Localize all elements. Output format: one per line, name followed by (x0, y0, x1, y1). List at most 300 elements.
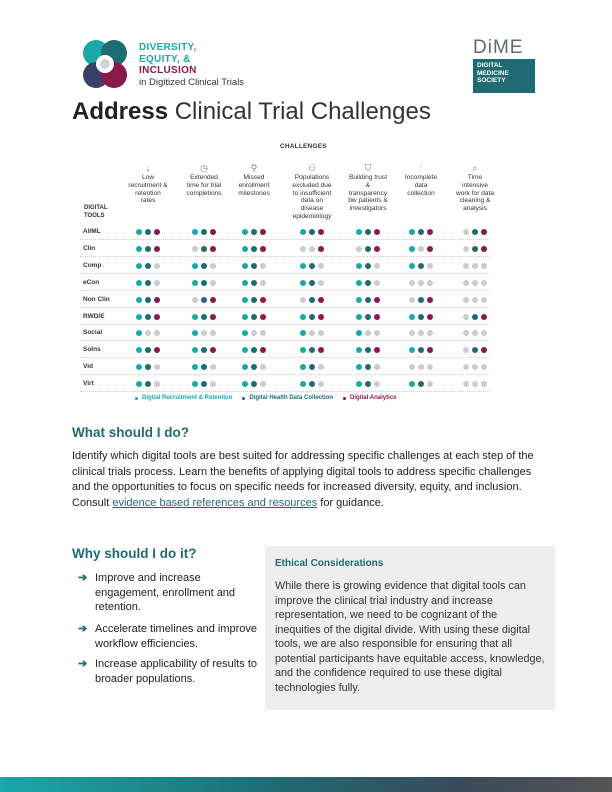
matrix-dot (463, 229, 469, 235)
matrix-dot (145, 297, 151, 303)
matrix-cell (285, 314, 339, 322)
matrix-dot (201, 246, 207, 252)
column-header-line: bw patients & (348, 197, 388, 205)
row-divider (80, 239, 490, 240)
matrix-dot (201, 330, 207, 336)
column-header-line: recruitment & (128, 181, 168, 189)
matrix-dot (309, 381, 315, 387)
matrix-cell (177, 364, 231, 372)
brand-line-4: in Digitized Clinical Trials (139, 76, 245, 88)
column-header-3 (227, 162, 281, 197)
matrix-dot (427, 246, 433, 252)
matrix-cell (177, 246, 231, 254)
matrix-cell (448, 229, 502, 237)
footer-gradient-bar (0, 777, 612, 792)
matrix-dot (481, 280, 487, 286)
what-paragraph (72, 449, 542, 511)
legend-item-data-collection (242, 395, 333, 401)
ethical-considerations-box (265, 546, 555, 710)
matrix-dot (242, 263, 248, 269)
matrix-cell (394, 229, 448, 237)
why-bullet-2 (78, 622, 258, 651)
column-header-5 (341, 162, 395, 213)
matrix-cell (394, 314, 448, 322)
matrix-dot (300, 330, 306, 336)
matrix-dot (418, 229, 424, 235)
matrix-dot (356, 347, 362, 353)
digital-tools-label-1: DIGITAL (84, 205, 108, 211)
matrix-dot (418, 314, 424, 320)
challenge-icon: ⌕ (472, 163, 478, 173)
matrix-dot (154, 364, 160, 370)
matrix-dot (136, 297, 142, 303)
matrix-dot (309, 330, 315, 336)
matrix-dot (318, 297, 324, 303)
matrix-cell (177, 297, 231, 305)
column-header-4 (285, 162, 339, 221)
why-bullet-2-text: Accelerate timelines and improve workflow efficiencies. (95, 623, 258, 650)
matrix-dot (409, 246, 415, 252)
matrix-dot (356, 364, 362, 370)
column-header-line: data (414, 181, 428, 189)
row-label: Clin (83, 244, 96, 252)
matrix-dot (251, 229, 257, 235)
column-header-line: epidemiology (292, 212, 332, 220)
matrix-cell (121, 314, 175, 322)
matrix-dot (300, 229, 306, 235)
matrix-dot (318, 364, 324, 370)
matrix-dot (409, 229, 415, 235)
matrix-dot (136, 246, 142, 252)
column-header-line: to insufficient (292, 189, 332, 197)
row-label: eCon (83, 278, 100, 286)
matrix-dot (481, 263, 487, 269)
matrix-dot (374, 330, 380, 336)
matrix-dot (201, 263, 207, 269)
matrix-dot (418, 347, 424, 353)
matrix-dot (300, 246, 306, 252)
matrix-dot (356, 246, 362, 252)
matrix-dot (192, 280, 198, 286)
matrix-dot (145, 330, 151, 336)
matrix-dot (210, 381, 216, 387)
matrix-dot (251, 364, 257, 370)
matrix-dot (472, 347, 478, 353)
legend-item-analytics (343, 395, 396, 401)
column-header-line: collection (407, 189, 435, 197)
matrix-cell (285, 330, 339, 338)
matrix-cell (341, 297, 395, 305)
column-header-line: Populations (294, 174, 330, 181)
column-header-line: cleaning & (459, 197, 491, 205)
matrix-dot (374, 246, 380, 252)
matrix-cell (448, 364, 502, 372)
matrix-dot (365, 314, 371, 320)
challenge-icon: ⫶ (419, 163, 423, 173)
matrix-cell (394, 347, 448, 355)
matrix-dot (192, 297, 198, 303)
matrix-dot (309, 297, 315, 303)
matrix-cell (448, 297, 502, 305)
matrix-dot (300, 263, 306, 269)
matrix-dot (251, 297, 257, 303)
matrix-dot (145, 280, 151, 286)
why-bullet-3 (78, 657, 258, 686)
matrix-cell (227, 280, 281, 288)
matrix-cell (177, 263, 231, 271)
matrix-cell (121, 229, 175, 237)
matrix-dot (409, 297, 415, 303)
column-header-line: analysis (463, 205, 487, 213)
matrix-dot (260, 297, 266, 303)
row-divider (80, 324, 490, 325)
matrix-dot (242, 330, 248, 336)
matrix-dot (210, 246, 216, 252)
challenge-matrix (80, 140, 495, 390)
matrix-dot (356, 314, 362, 320)
matrix-dot (418, 246, 424, 252)
column-header-line: completions (186, 189, 222, 197)
matrix-dot (472, 364, 478, 370)
column-header-2 (177, 162, 231, 197)
matrix-dot (374, 280, 380, 286)
column-header-line: disease (300, 205, 324, 213)
row-label: Vid (83, 363, 93, 371)
matrix-dot (210, 280, 216, 286)
matrix-dot (242, 314, 248, 320)
matrix-dot (145, 263, 151, 269)
row-divider (80, 374, 490, 375)
matrix-dot (201, 314, 207, 320)
matrix-dot (201, 381, 207, 387)
matrix-dot (374, 263, 380, 269)
matrix-dot (154, 246, 160, 252)
row-divider (80, 290, 490, 291)
matrix-cell (227, 246, 281, 254)
challenge-icon: ⚇ (307, 163, 317, 173)
column-header-line: Building trust (348, 174, 388, 181)
matrix-dot (374, 297, 380, 303)
matrix-cell (121, 246, 175, 254)
matrix-dot (463, 246, 469, 252)
column-header-line: retention (135, 189, 161, 197)
dime-box-line-2: MEDICINE (477, 69, 509, 77)
matrix-dot (365, 229, 371, 235)
matrix-dot (242, 347, 248, 353)
challenge-icon: ⚲ (250, 163, 258, 173)
matrix-dot (427, 347, 433, 353)
matrix-dot (154, 263, 160, 269)
matrix-dot (136, 314, 142, 320)
brand-line-2: EQUITY, & (139, 53, 191, 65)
matrix-cell (285, 263, 339, 271)
matrix-dot (192, 229, 198, 235)
matrix-dot (318, 280, 324, 286)
matrix-cell (177, 347, 231, 355)
matrix-dot (192, 330, 198, 336)
column-header-6 (394, 162, 448, 197)
brand-line-1: DIVERSITY, (139, 42, 197, 53)
matrix-cell (448, 381, 502, 389)
what-heading: What should I do? (72, 425, 189, 440)
page-title-rest: Clinical Trial Challenges (168, 98, 431, 125)
matrix-dot (427, 314, 433, 320)
matrix-cell (285, 280, 339, 288)
legend-dot-dark-teal (242, 397, 245, 400)
matrix-cell (394, 263, 448, 271)
matrix-cell (227, 314, 281, 322)
matrix-cell (341, 330, 395, 338)
ethical-title: Ethical Considerations (275, 558, 384, 569)
matrix-dot (418, 330, 424, 336)
matrix-dot (251, 246, 257, 252)
matrix-dot (356, 229, 362, 235)
matrix-cell (121, 381, 175, 389)
matrix-cell (227, 229, 281, 237)
column-header-line: excluded due (292, 181, 332, 189)
row-label: Social (83, 329, 103, 337)
matrix-dot (427, 297, 433, 303)
what-text-2: for guidance. (317, 496, 384, 509)
matrix-dot (463, 364, 469, 370)
matrix-dot (418, 364, 424, 370)
matrix-cell (227, 330, 281, 338)
matrix-dot (318, 229, 324, 235)
matrix-cell (448, 246, 502, 254)
matrix-dot (427, 364, 433, 370)
matrix-dot (201, 347, 207, 353)
matrix-dot (481, 364, 487, 370)
matrix-cell (121, 297, 175, 305)
matrix-cell (121, 330, 175, 338)
matrix-cell (448, 330, 502, 338)
why-bullet-1 (78, 571, 258, 615)
row-label: Virt (83, 380, 94, 388)
challenge-icon: ◷ (200, 163, 208, 173)
matrix-dot (201, 280, 207, 286)
what-text-1: Identify which digital tools are best suited for addressing specific challenges at each step of the clinical trials process. Learn the benefits of applying digital tools to address specific challenges and the opportunities to focus on specific needs for increased diversity, equity, and inclusion. Consult (72, 450, 534, 509)
matrix-cell (394, 381, 448, 389)
legend-item-recruitment (135, 395, 232, 401)
matrix-cell (177, 381, 231, 389)
matrix-dot (242, 280, 248, 286)
matrix-dot (365, 330, 371, 336)
matrix-dot (472, 280, 478, 286)
matrix-dot (318, 381, 324, 387)
matrix-dot (309, 347, 315, 353)
column-header-line: transparency (348, 189, 388, 197)
page-title-bold: Address (72, 98, 169, 125)
matrix-dot (192, 364, 198, 370)
matrix-dot (481, 330, 487, 336)
matrix-dot (300, 364, 306, 370)
matrix-dot (409, 314, 415, 320)
matrix-dot (309, 280, 315, 286)
row-divider (80, 357, 490, 358)
matrix-dot (427, 330, 433, 336)
digital-tools-label (84, 205, 124, 220)
matrix-dot (318, 263, 324, 269)
matrix-dot (136, 263, 142, 269)
column-header-1 (121, 162, 175, 205)
matrix-dot (309, 229, 315, 235)
matrix-dot (242, 381, 248, 387)
matrix-dot (260, 314, 266, 320)
legend-label-data-collection: Digital Health Data Collection (249, 395, 334, 401)
legend-dot-maroon (343, 397, 346, 400)
matrix-dot (409, 280, 415, 286)
row-divider (80, 340, 490, 341)
dime-box (473, 59, 535, 93)
matrix-dot (309, 246, 315, 252)
column-header-line: enrollment (238, 181, 270, 189)
matrix-dot (251, 330, 257, 336)
matrix-dot (409, 263, 415, 269)
matrix-cell (285, 347, 339, 355)
row-label: AI/ML (83, 228, 101, 235)
matrix-cell (394, 297, 448, 305)
matrix-cell (341, 263, 395, 271)
ethical-body: While there is growing evidence that digital tools can improve the clinical trial industry and increase representation, we need to be cognizant of the inequities of the digital divide. With using these digital tools, we are also responsible for ensuring that all potential participants have equitable access, knowledge, and the confidence required to use these digital technologies fully. (275, 580, 545, 694)
matrix-dot (201, 364, 207, 370)
row-label: RWD/E (83, 312, 105, 320)
matrix-dot (418, 381, 424, 387)
column-header-line: data on (301, 197, 323, 205)
matrix-dot (251, 263, 257, 269)
matrix-cell (341, 347, 395, 355)
matrix-dot (309, 364, 315, 370)
matrix-cell (121, 263, 175, 271)
matrix-dot (154, 347, 160, 353)
matrix-dot (260, 347, 266, 353)
challenges-label: CHALLENGES (280, 143, 327, 150)
matrix-dot (300, 280, 306, 286)
matrix-dot (210, 263, 216, 269)
digital-tools-label-2: TOOLS (84, 212, 105, 219)
matrix-dot (463, 314, 469, 320)
matrix-dot (409, 364, 415, 370)
dime-wordmark: DiME (473, 37, 524, 58)
matrix-cell (121, 280, 175, 288)
matrix-dot (192, 263, 198, 269)
matrix-dot (318, 347, 324, 353)
matrix-cell (121, 364, 175, 372)
column-header-line: time for trial (186, 181, 222, 189)
matrix-dot (300, 314, 306, 320)
matrix-cell (285, 246, 339, 254)
matrix-dot (136, 381, 142, 387)
matrix-dot (356, 263, 362, 269)
matrix-dot (242, 364, 248, 370)
matrix-dot (365, 297, 371, 303)
row-divider (80, 391, 490, 392)
matrix-dot (309, 263, 315, 269)
matrix-cell (394, 246, 448, 254)
matrix-dot (409, 347, 415, 353)
matrix-dot (251, 381, 257, 387)
matrix-cell (227, 381, 281, 389)
column-header-line: Incomplete (404, 174, 438, 181)
matrix-cell (285, 364, 339, 372)
matrix-cell (227, 297, 281, 305)
matrix-dot (427, 263, 433, 269)
matrix-dot (318, 314, 324, 320)
matrix-dot (365, 364, 371, 370)
matrix-dot (136, 330, 142, 336)
matrix-dot (192, 246, 198, 252)
matrix-cell (448, 280, 502, 288)
matrix-cell (341, 229, 395, 237)
column-header-line: & (365, 181, 371, 189)
matrix-dot (427, 280, 433, 286)
matrix-dot (365, 347, 371, 353)
matrix-cell (177, 330, 231, 338)
matrix-dot (260, 330, 266, 336)
matrix-dot (260, 229, 266, 235)
column-header-7 (448, 162, 502, 213)
dime-logo (473, 38, 535, 93)
matrix-dot (300, 347, 306, 353)
matrix-dot (356, 280, 362, 286)
dei-logo-icon (74, 38, 136, 92)
matrix-dot (472, 381, 478, 387)
matrix-dot (136, 229, 142, 235)
matrix-cell (394, 364, 448, 372)
evidence-references-link[interactable]: evidence based references and resources (112, 496, 318, 509)
matrix-dot (251, 314, 257, 320)
matrix-dot (154, 381, 160, 387)
matrix-dot (154, 314, 160, 320)
matrix-dot (463, 280, 469, 286)
matrix-dot (192, 314, 198, 320)
why-bullet-3-text: Increase applicability of results to broader populations. (95, 658, 258, 685)
page-title (72, 98, 431, 126)
legend-label-analytics: Digital Analytics (350, 395, 397, 401)
matrix-cell (394, 280, 448, 288)
matrix-dot (260, 364, 266, 370)
matrix-dot (154, 229, 160, 235)
matrix-dot (374, 229, 380, 235)
column-header-line: Time (467, 174, 483, 181)
matrix-cell (394, 330, 448, 338)
row-divider (80, 307, 490, 308)
matrix-dot (300, 381, 306, 387)
matrix-cell (341, 246, 395, 254)
matrix-cell (177, 314, 231, 322)
matrix-dot (481, 229, 487, 235)
row-divider (80, 273, 490, 274)
matrix-dot (374, 381, 380, 387)
matrix-cell (177, 229, 231, 237)
brand-wordmark (139, 42, 244, 89)
matrix-dot (409, 381, 415, 387)
column-header-line: Missed (243, 174, 265, 181)
matrix-dot (145, 347, 151, 353)
matrix-dot (210, 347, 216, 353)
row-divider (80, 256, 490, 257)
matrix-cell (227, 347, 281, 355)
matrix-dot (374, 364, 380, 370)
row-label: Non Clin (83, 295, 110, 303)
column-header-line: work for data (455, 189, 495, 197)
legend-dot-teal (135, 397, 138, 400)
matrix-dot (210, 229, 216, 235)
matrix-dot (472, 330, 478, 336)
matrix-dot (300, 297, 306, 303)
arrow-right-icon: ➔ (78, 572, 88, 584)
matrix-dot (154, 280, 160, 286)
matrix-cell (285, 229, 339, 237)
